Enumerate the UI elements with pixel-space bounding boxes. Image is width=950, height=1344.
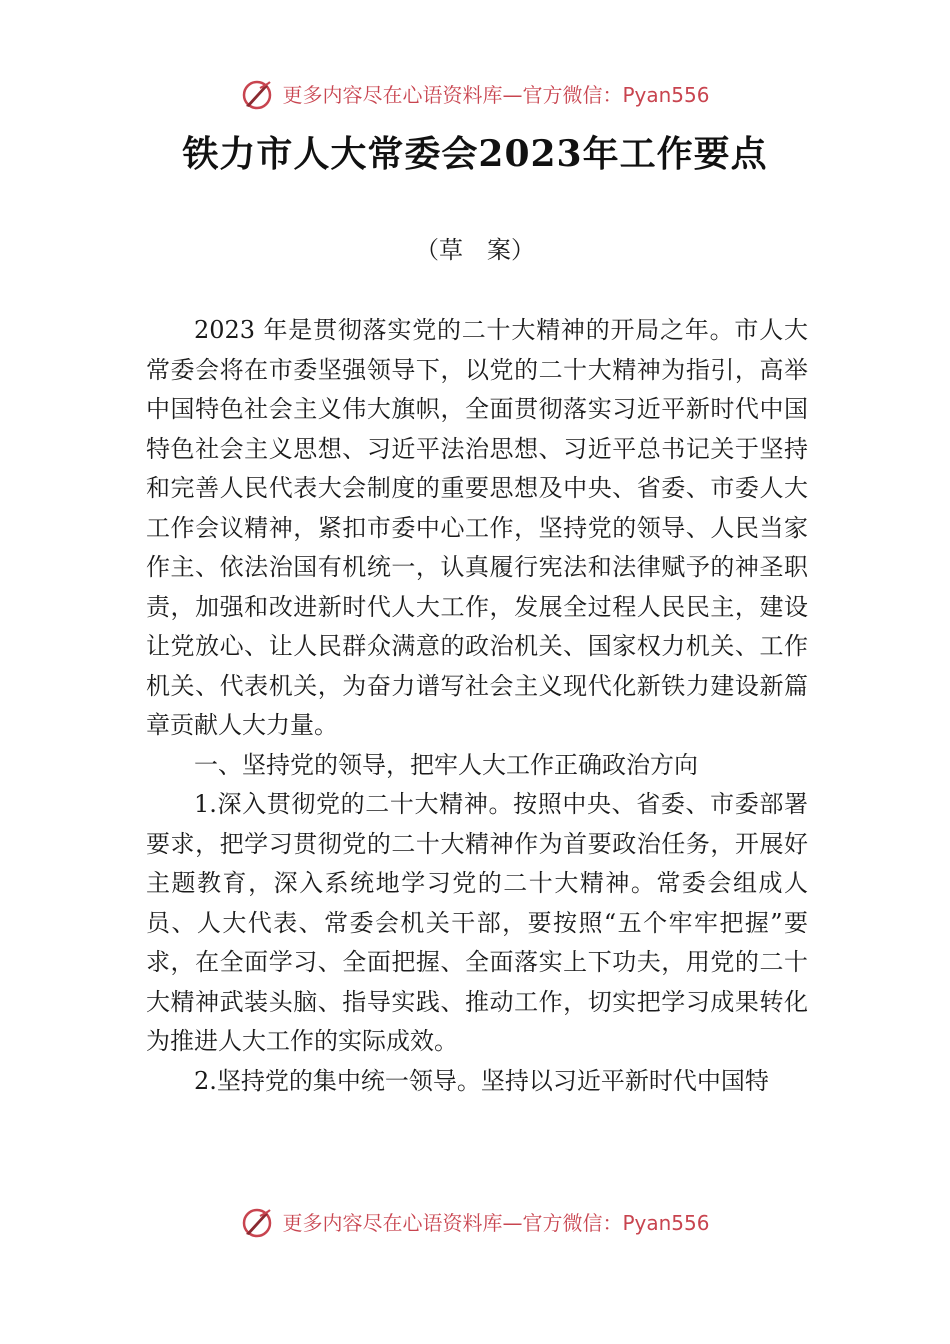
watermark-text: 更多内容尽在心语资料库—官方微信：Pyan556 (282, 83, 710, 107)
paragraph-item-1: 1.深入贯彻党的二十大精神。按照中央、省委、市委部署要求，把学习贯彻党的二十大精神作为首要政治任务，开展好主题教育，深入系统地学习党的二十大精神。常委会组成人员、人大代表、常委会机关干部，要按照“五个牢牢把握”要求，在全面学习、全面把握、全面落实上下功夫，用党的二十大精神武装头脑、指导实践、推动工作，切实把学习成果转化为推进人大工作的实际成效。 (146, 790, 808, 1055)
quill-seal-icon (240, 78, 274, 112)
watermark-footer (0, 1206, 950, 1240)
section-heading-1: 一、坚持党的领导，把牢人大工作正确政治方向 (194, 750, 698, 779)
document-title: 铁力市人大常委会2023年工作要点 (182, 133, 768, 175)
watermark-text: 更多内容尽在心语资料库—官方微信：Pyan556 (282, 1211, 710, 1235)
paragraph-intro: 2023 年是贯彻落实党的二十大精神的开局之年。市人大常委会将在市委坚强领导下，以党的二十大精神为指引，高举中国特色社会主义伟大旗帜，全面贯彻落实习近平新时代中国特色社会主义思想、习近平法治思想、习近平总书记关于坚持和完善人民代表大会制度的重要思想及中央、省委、市委人大工作会议精神，紧扣市委中心工作，坚持党的领导、人民当家作主、依法治国有机统一，认真履行宪法和法律赋予的神圣职责，加强和改进新时代人大工作，发展全过程人民民主，建设让党放心、让人民群众满意的政治机关、国家权力机关、工作机关、代表机关，为奋力谱写社会主义现代化新铁力建设新篇章贡献人大力量。 (146, 316, 808, 739)
paragraph-item-2: 2.坚持党的集中统一领导。坚持以习近平新时代中国特 (194, 1066, 769, 1095)
document-body (146, 311, 808, 1101)
quill-seal-icon (240, 1206, 274, 1240)
document-subtitle: （草 案） (415, 236, 535, 264)
watermark-header (0, 78, 950, 112)
